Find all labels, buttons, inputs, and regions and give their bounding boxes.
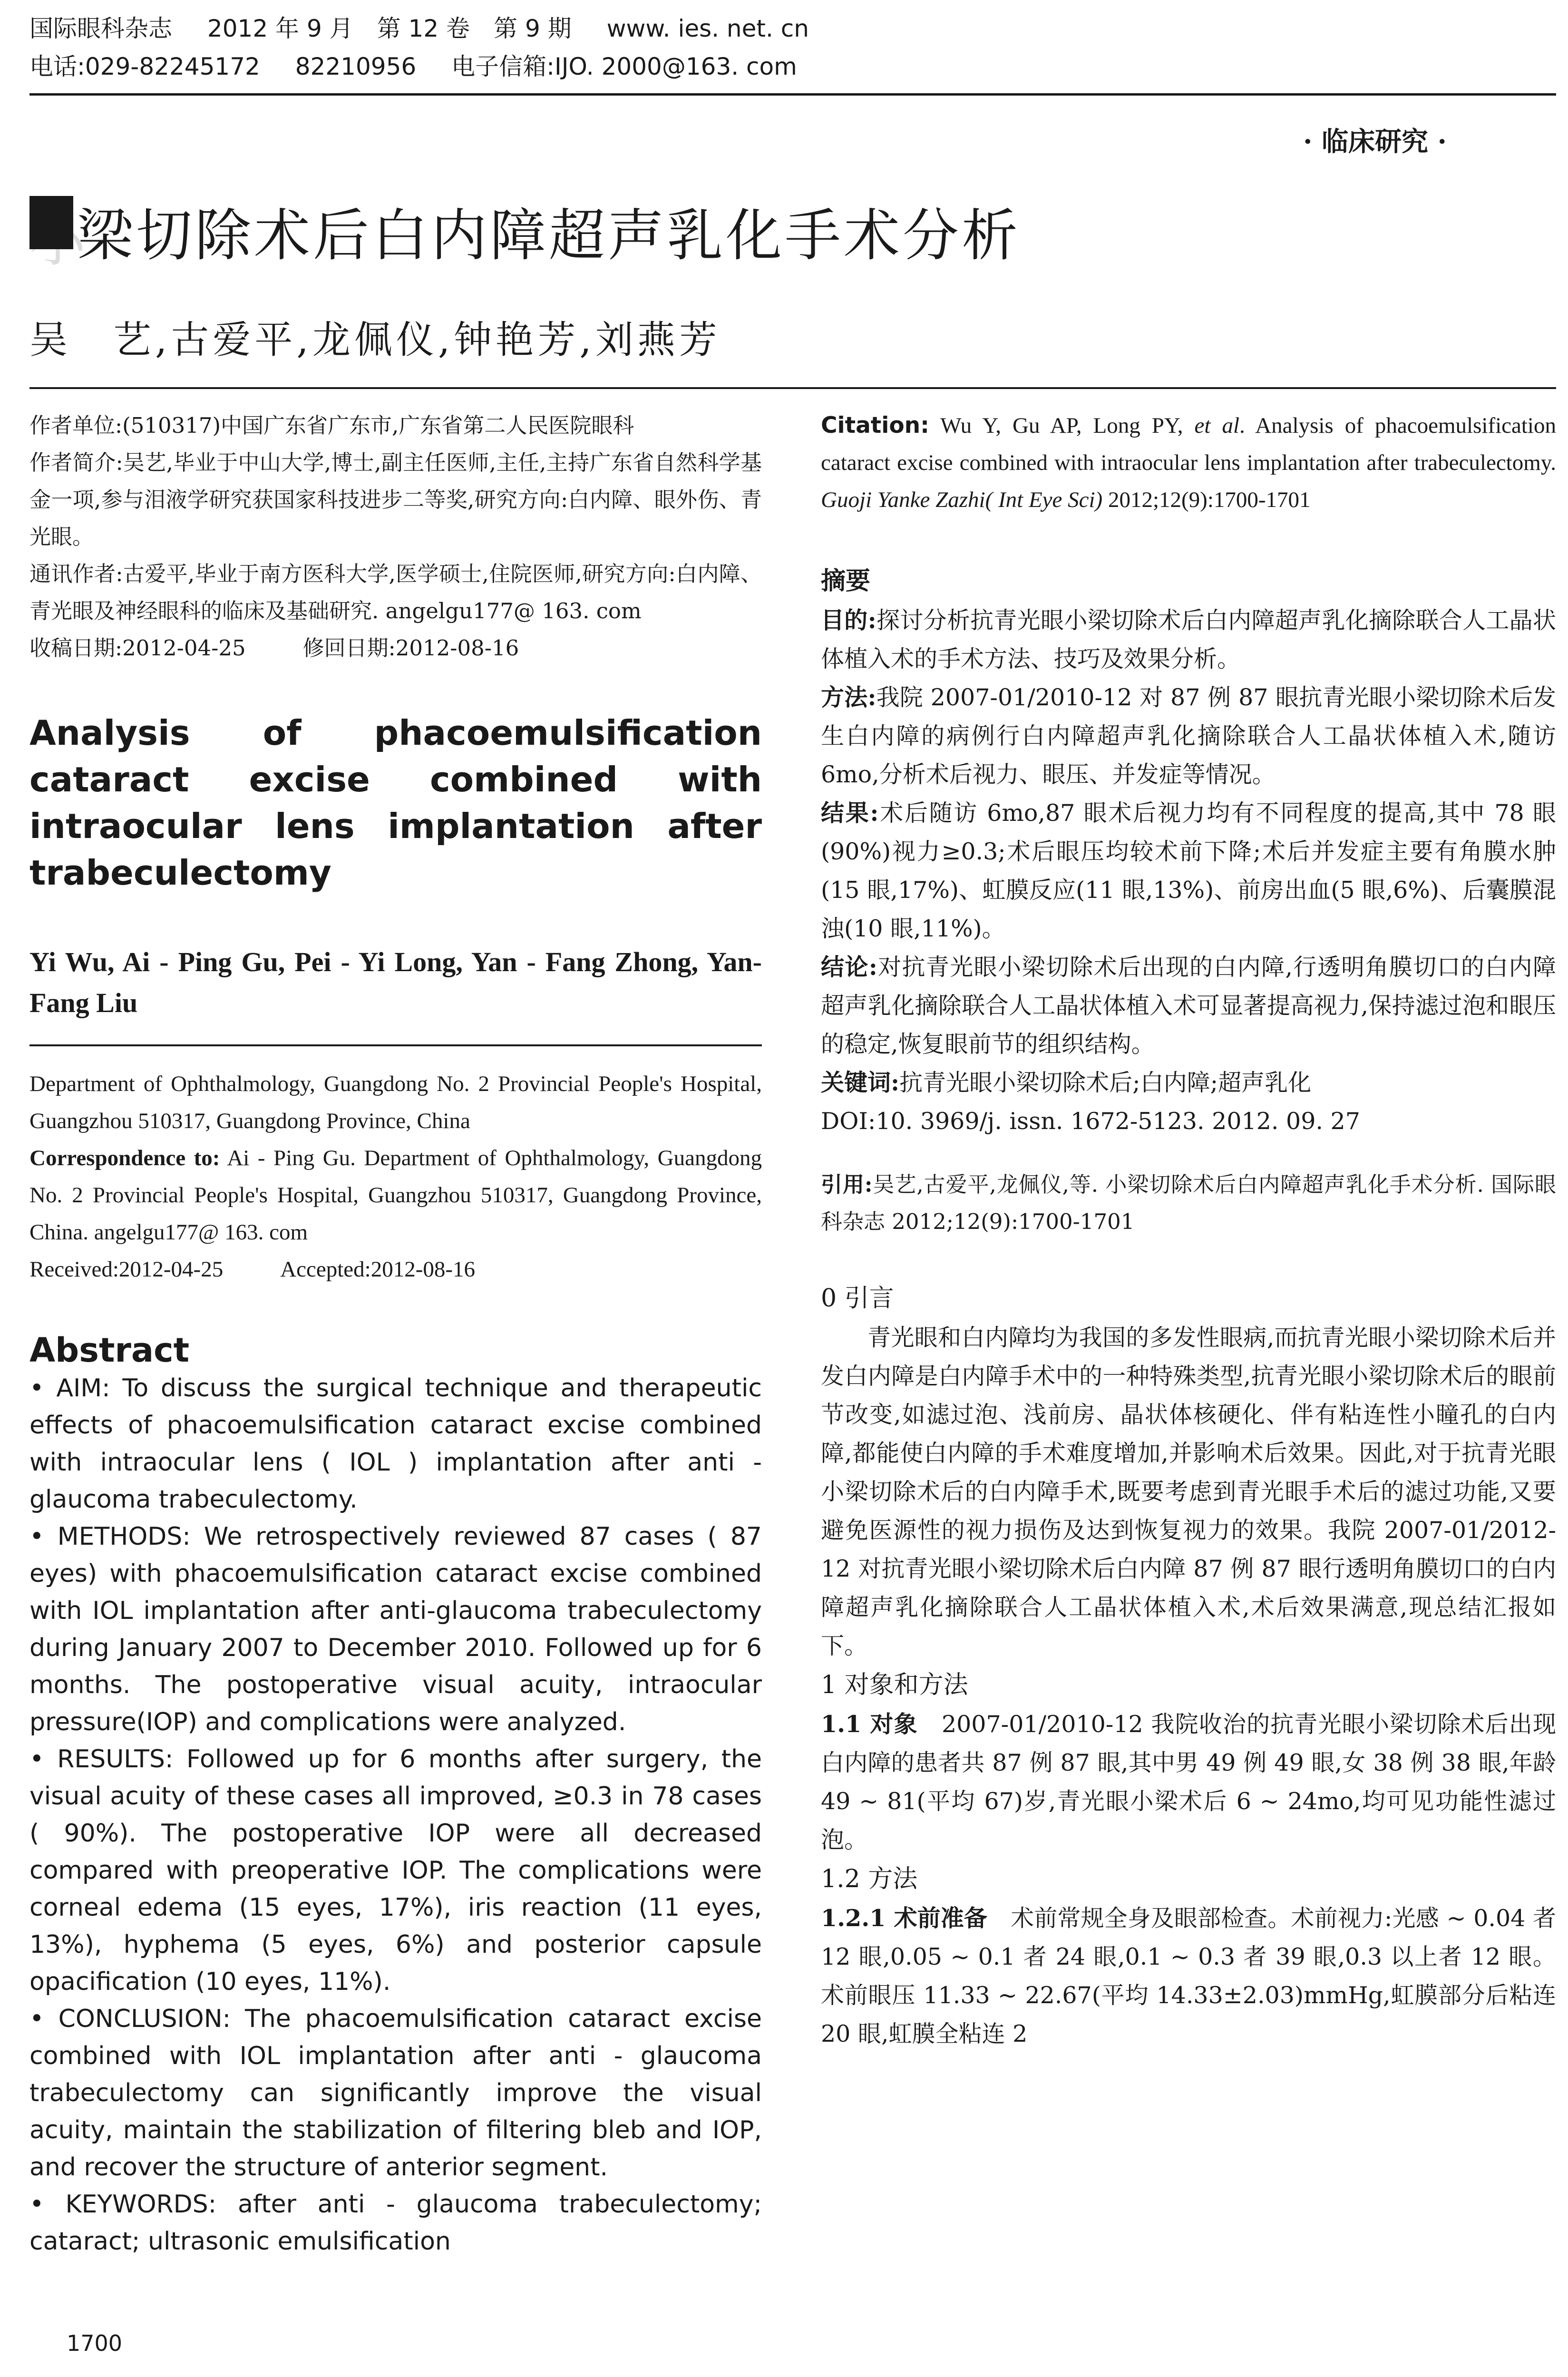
method-subheading: 1.2 方法 xyxy=(821,1865,918,1893)
abstract-cn-aim: 目的:探讨分析抗青光眼小梁切除术后白内障超声乳化摘除联合人工晶状体植入术的手术方法、技巧及效果分析。 xyxy=(821,606,1556,672)
journal-issue: 2012 年 9 月 第 12 卷 第 9 期 xyxy=(207,15,572,42)
section-tag: · 临床研究 · xyxy=(1303,126,1447,157)
methods-heading: 1 对象和方法 xyxy=(821,1671,968,1699)
journal-phone: 电话:029-82245172 xyxy=(29,53,260,80)
dates-cn xyxy=(29,630,762,667)
abstract-cn-results: 结果:术后随访 6mo,87 眼术后视力均有不同程度的提高,其中 78 眼(90%)视力≥0.3;术后眼压均较术前下降;术后并发症主要有角膜水肿(15 眼,17%)、虹膜反应(11 眼,13%)、前房出血(5 眼,6%)、后囊膜混浊(10 眼,11%)。 xyxy=(821,799,1557,942)
abstract-keywords: • KEYWORDS: after anti - glaucoma trabeculectomy; cataract; ultrasonic emulsification xyxy=(29,2190,762,2256)
prep-paragraph: 1.2.1 术前准备 术前常规全身及眼部检查。术前视力:光感 ~ 0.04 者 12 眼,0.05 ~ 0.1 者 24 眼,0.1 ~ 0.3 者 39 眼,0.3 以上者 12 眼。术前眼压 11.33 ~ 22.67(平均 14.33±2.03)mmHg,虹膜部分后粘连 20 眼,虹膜全粘连 2 xyxy=(821,1904,1556,2047)
abstract-cn-keywords: 关键词:抗青光眼小梁切除术后;白内障;超声乳化 xyxy=(821,1069,1312,1096)
accepted-date-en: Accepted:2012-08-16 xyxy=(280,1257,476,1282)
right-column xyxy=(821,407,1556,2053)
citation-label: Citation: xyxy=(821,412,929,438)
corresponding-author: 通讯作者:古爱平,毕业于南方医科大学,医学硕士,住院医师,研究方向:白内障、青光眼及神经眼科的临床及基础研究. angelgu177@ 163. com xyxy=(29,561,762,623)
english-dates xyxy=(29,1251,762,1288)
page-number: 1700 xyxy=(67,2330,123,2356)
abstract-methods: • METHODS: We retrospectively reviewed 87 cases ( 87 eyes) with phacoemulsification cataract excise combined with IOL implantation after anti-glaucoma trabeculectomy during January 2007 to December 2010. Followed up for 6 months. The postoperative visual acuity, intraocular pressure(IOP) and complications were analyzed. xyxy=(29,1522,762,1736)
author-bio: 作者简介:吴艺,毕业于中山大学,博士,副主任医师,主任,主持广东省自然科学基金一项,参与泪液学研究获国家科技进步二等奖,研究方向:白内障、眼外伤、青光眼。 xyxy=(29,450,762,549)
abstract-results: • RESULTS: Followed up for 6 months after surgery, the visual acuity of these cases all improved, ≥0.3 in 78 cases ( 90%). The postoperative IOP were all decreased compared with preoperative IOP. The complications were corneal edema (15 eyes, 17%), iris reaction (11 eyes, 13%), hyphema (5 eyes, 6%) and posterior capsule opacification (10 eyes, 11%). xyxy=(29,1745,762,1996)
title-text: 梁切除术后白内障超声乳化手术分析 xyxy=(77,203,1021,268)
abstract-cn-heading: 摘要 xyxy=(821,566,871,595)
abstract-cn-methods: 方法:我院 2007-01/2010-12 对 87 例 87 眼抗青光眼小梁切除术后发生白内障的病例行白内障超声乳化摘除联合人工晶状体植入术,随访 6mo,分析术后视力、眼压、并发症等情况。 xyxy=(821,683,1556,788)
objects-paragraph: 1.1 对象 2007-01/2010-12 我院收治的抗青光眼小梁切除术后出现白内障的患者共 87 例 87 眼,其中男 49 例 49 眼,女 38 例 38 眼,年龄 49 ~ 81(平均 67)岁,青光眼小梁术后 6 ~ 24mo,均可见功能性滤过泡。 xyxy=(821,1710,1556,1853)
journal-header-line2 xyxy=(29,49,825,84)
correspondence-text: Ai - Ping Gu. Department of Ophthalmology, Guangdong No. 2 Provincial People's Hospital, Guangzhou 510317, Guangdong Province, China. angelgu177@ 163. com xyxy=(29,1146,762,1245)
intro-paragraph: 青光眼和白内障均为我国的多发性眼病,而抗青光眼小梁切除术后并发白内障是白内障手术中的一种特殊类型,抗青光眼小梁切除术后的眼前节改变,如滤过泡、浅前房、晶状体核硬化、伴有粘连性小瞳孔的白内障,都能使白内障的手术难度增加,并影响术后效果。因此,对于抗青光眼小梁切除术后的白内障手术,既要考虑到青光眼手术后的滤过功能,又要避免医源性的视力损伤及达到恢复视力的效果。我院 2007-01/2012-12 对抗青光眼小梁切除术后白内障 87 例 87 眼行透明角膜切口的白内障超声乳化摘除联合人工晶状体植入术,术后效果满意,现总结汇报如下。 xyxy=(821,1324,1556,1659)
author-info xyxy=(29,407,762,667)
header-rule xyxy=(29,93,1556,96)
journal-website[interactable]: www. ies. net. cn xyxy=(606,15,809,42)
citation-en: Citation: Wu Y, Gu AP, Long PY, et al. Analysis of phacoemulsification cataract excise combined with intraocular lens implantation after trabeculectomy. Guoji Yanke Zazhi( Int Eye Sci) 2012;12(9):1700-1701 xyxy=(821,412,1556,512)
english-authors: Yi Wu, Ai - Ping Gu, Pei - Yi Long, Yan - Fang Zhong, Yan-Fang Liu xyxy=(29,946,762,1018)
intro-heading: 0 引言 xyxy=(821,1284,894,1313)
correspondence-label: Correspondence to: xyxy=(29,1146,220,1170)
left-column xyxy=(29,407,762,2260)
authors-rule xyxy=(29,387,1556,389)
journal-header-line1 xyxy=(29,11,837,46)
abstract-cn-conclusion: 结论:对抗青光眼小梁切除术后出现的白内障,行透明角膜切口的白内障超声乳化摘除联合人工晶状体植入术可显著提高视力,保持滤过泡和眼压的稳定,恢复眼前节的组织结构。 xyxy=(821,953,1557,1058)
cite-cn: 引用:吴艺,古爱平,龙佩仪,等. 小梁切除术后白内障超声乳化手术分析. 国际眼科杂志 2012;12(9):1700-1701 xyxy=(821,1172,1556,1234)
abstract-conclusion: • CONCLUSION: The phacoemulsification cataract excise combined with IOL implantation after anti - glaucoma trabeculectomy can significantly improve the visual acuity, maintain the stabilization of filtering bleb and IOP, and recover the structure of anterior segment. xyxy=(29,2005,762,2182)
journal-phone2: 82210956 xyxy=(295,53,417,80)
english-title: Analysis of phacoemulsification cataract excise combined with intraocular lens implantation after trabeculectomy xyxy=(29,713,762,893)
authors-cn: 吴 艺,古爱平,龙佩仪,钟艳芳,刘燕芳 xyxy=(29,318,721,362)
english-department: Department of Ophthalmology, Guangdong No. 2 Provincial People's Hospital, Guangzhou 510317, Guangdong Province, China xyxy=(29,1072,762,1133)
revised-date-cn: 修回日期:2012-08-16 xyxy=(302,635,519,661)
received-date-cn: 收稿日期:2012-04-25 xyxy=(29,635,246,661)
page-title xyxy=(29,190,1021,274)
doi[interactable]: DOI:10. 3969/j. issn. 1672-5123. 2012. 09. 27 xyxy=(821,1108,1360,1135)
journal-email[interactable]: 电子信箱:IJO. 2000@163. com xyxy=(451,53,797,80)
journal-name: 国际眼科杂志 xyxy=(29,15,172,42)
received-date-en: Received:2012-04-25 xyxy=(29,1257,224,1282)
affiliation: 作者单位:(510317)中国广东省广东市,广东省第二人民医院眼科 xyxy=(29,413,634,438)
english-correspondence xyxy=(29,1140,762,1251)
title-first-char-highlight: 小 xyxy=(29,196,73,249)
abstract-aim: • AIM: To discuss the surgical technique and therapeutic effects of phacoemulsification cataract excise combined with intraocular lens ( IOL ) implantation after anti - glaucoma trabeculectomy. xyxy=(29,1374,762,1514)
abstract-heading: Abstract xyxy=(29,1331,190,1370)
english-authors-rule xyxy=(29,1044,762,1046)
